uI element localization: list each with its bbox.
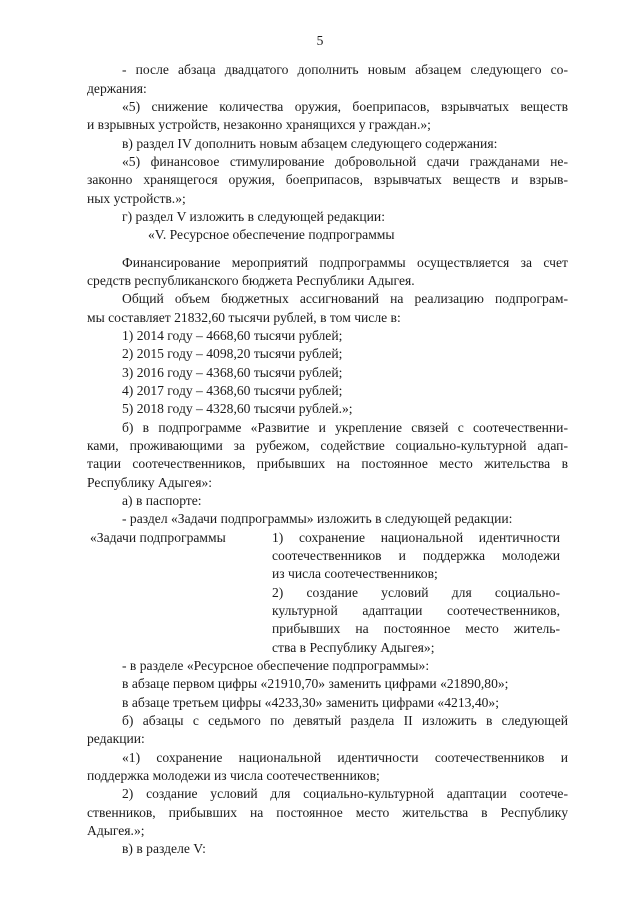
table-right-line: 2) создание условий для социально- (272, 585, 560, 600)
table-right-line: из числа соотечественников; (272, 566, 438, 581)
text-line: ных устройств.»; (87, 191, 186, 206)
text-line: средств республиканского бюджета Республики Адыгея. (87, 273, 415, 288)
table-right-line: 1) сохранение национальной идентичности (272, 530, 560, 545)
text-line: а) в паспорте: (122, 493, 202, 508)
text-line: поддержка молодежи из числа соотечественников; (87, 768, 380, 783)
list-item: 5) 2018 году – 4328,60 тысячи рублей.»; (122, 401, 353, 416)
list-item: 3) 2016 году – 4368,60 тысячи рублей; (122, 365, 343, 380)
text-line: Адыгея.»; (87, 823, 145, 838)
text-line: Республику Адыгея»: (87, 475, 213, 490)
text-line: ственников, прибывших на постоянное место жительства в Республику (87, 805, 568, 820)
table-right-line: прибывших на постоянное место житель- (272, 621, 560, 636)
text-line: в) в разделе V: (122, 841, 206, 856)
text-line: 2) создание условий для социально-культурной адаптации соотече- (122, 786, 568, 801)
text-line: г) раздел V изложить в следующей редакции: (122, 209, 385, 224)
table-right-line: соотечественников и поддержка молодежи (272, 548, 560, 563)
text-line: мы составляет 21832,60 тысячи рублей, в том числе в: (87, 310, 401, 325)
text-line: в абзаце третьем цифры «4233,30» заменить цифрами «4213,40»; (122, 695, 499, 710)
text-line: держания: (87, 81, 147, 96)
table-right-line: ства в Республику Адыгея»; (272, 640, 435, 655)
page-number: 5 (316, 33, 324, 48)
text-line: «5) финансовое стимулирование добровольной сдачи гражданами не- (122, 154, 568, 169)
text-line: б) в подпрограмме «Развитие и укрепление связей с соотечественни- (122, 420, 568, 435)
text-line: Общий объем бюджетных ассигнований на реализацию подпрограм- (122, 291, 568, 306)
table-left-cell: «Задачи подпрограммы (90, 530, 226, 545)
text-line: «1) сохранение национальной идентичности соотечественников и (122, 750, 568, 765)
text-line: - после абзаца двадцатого дополнить новым абзацем следующего со- (122, 62, 568, 77)
text-line: Финансирование мероприятий подпрограммы осуществляется за счет (122, 255, 568, 270)
list-item: 4) 2017 году – 4368,60 тысячи рублей; (122, 383, 343, 398)
text-line: законно хранящегося оружия, боеприпасов, взрывчатых веществ и взрыв- (87, 172, 568, 187)
text-line: и взрывных устройств, незаконно хранящихся у граждан.»; (87, 117, 431, 132)
text-line: - в разделе «Ресурсное обеспечение подпрограммы»: (122, 658, 430, 673)
list-item: 2) 2015 году – 4098,20 тысячи рублей; (122, 346, 343, 361)
text-line: в) раздел IV дополнить новым абзацем следующего содержания: (122, 136, 498, 151)
text-line: тации соотечественников, прибывших на постоянное место жительства в (87, 456, 568, 471)
text-line: «5) снижение количества оружия, боеприпасов, взрывчатых веществ (122, 99, 568, 114)
list-item: 1) 2014 году – 4668,60 тысячи рублей; (122, 328, 343, 343)
text-line: б) абзацы с седьмого по девятый раздела II изложить в следующей (122, 713, 568, 728)
text-line: ками, проживающими за рубежом, содействие социально-культурной адап- (87, 438, 568, 453)
text-line: - раздел «Задачи подпрограммы» изложить в следующей редакции: (122, 511, 513, 526)
table-right-line: культурной адаптации соотечественников, (272, 603, 560, 618)
section-heading: «V. Ресурсное обеспечение подпрограммы (148, 227, 395, 242)
text-line: редакции: (87, 731, 145, 746)
text-line: в абзаце первом цифры «21910,70» заменить цифрами «21890,80»; (122, 676, 509, 691)
